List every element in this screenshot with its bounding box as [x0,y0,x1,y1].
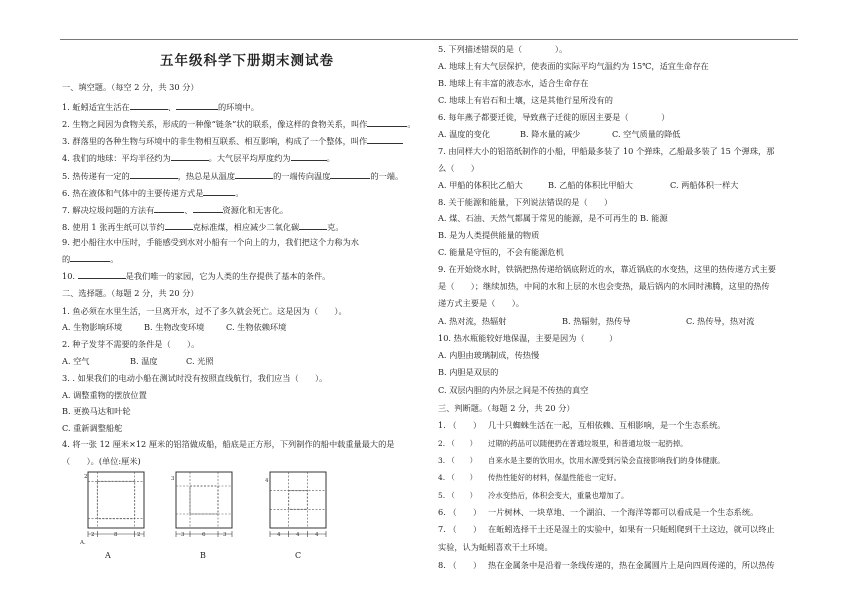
judgement-item [438,472,621,483]
choice-q5-option-a: A. 地球上有大气层保护，使表面的实际平均气温约为 15℃，适宜生命存在 [438,61,709,71]
choice-q10: 10. 热水瓶能较好地保温，主要是因为（ ） [438,333,618,343]
choice-q3-option-c: C. 重新调整船舵 [62,423,123,433]
judgement-item [438,507,758,518]
choice-q3: 3. . 如果我们的电动小船在测试时没有按照直线航行，我们应当（ ）。 [62,373,328,383]
header-rule [60,39,798,40]
choice-q10-option-b: B. 内胆是双层的 [438,367,499,377]
foil-boat-diagram-c [262,466,330,544]
question-fill-7: 7. 解决垃圾问题的方法有 、 资源化和无害化。 [62,205,289,215]
choice-q8-option-c: C. 能量是守恒的，不会有能源危机 [438,247,564,257]
choice-q7: 7. 由同样大小的铝箔纸制作的小船，甲船最多装了 10 个弹珠，乙船最多装了 15 个弹珠，那 [438,146,775,156]
judgement-text: 过期的药品可以随便扔在普通垃圾里，和普通垃圾一起扔掉。 [488,439,688,448]
question-fill-8: 8. 使用 1 张再生纸可以节约 克标准煤，相应减少二氧化碳 克。 [62,222,344,232]
judgement-number: 4. （ ） [438,473,477,482]
choice-q9-options: A. 热对流，热辐射 B. 热辐射，热传导 C. 热传导，热对流 [438,316,755,326]
choice-q10-option-c: C. 双层内胆的内外层之间是不传热的真空 [438,385,589,395]
diagram-c-left-label: 4 [265,478,269,484]
choice-q3-option-a: A. 调整重物的摆放位置 [62,390,147,400]
choice-q9-cont-1: 是（ ）；继续加热，中间的水和上层的水也会变热，最后锅内的水同时沸腾，这里的热传 [438,281,770,291]
choice-q9-cont-2: 递方式主要是（ ）。 [438,298,524,308]
section-choice: 二、选择题。（每题 2 分，共 20 分） [62,288,199,298]
question-fill-2: 2. 生物之间因为食物关系，形成的一种像“链条”状的联系，像这样的食物关系，叫作 。 [62,119,416,129]
judgement-number: 2. （ ） [438,439,477,448]
diagram-label-b: B [200,551,206,560]
judgement-number: 8. （ ） [438,560,482,570]
choice-q9: 9. 在开始烧水时，铁锅把热传递给锅底附近的水，靠近锅底的水变热，这里的热传递方式主要 [438,264,776,274]
judgement-text: 一片树林、一块草地、一个湖泊、一个海洋等都可以看成是一个生态系统。 [488,507,759,517]
question-fill-10: 10. 是我们唯一的家园，它为人类的生存提供了基本的条件。 [62,271,331,281]
question-fill-4: 4. 我们的地球：平均半径约为 。大气层平均厚度约为 。 [62,153,335,163]
question-fill-1: 1. 蚯蚓适宜生活在 、 的环境中。 [62,102,259,112]
choice-q8-option-a: A. 煤、石油、天然气都属于常见的能源，是不可再生的 B. 能源 [438,213,668,223]
judgement-text: 几十只蜘蛛生活在一起，互相依赖、互相影响，是一个生态系统。 [488,420,726,430]
diagram-c-bottom-2: 4 [296,532,300,538]
diagram-c-bottom-3: 4 [315,532,319,538]
judgement-number: 3. （ ） [438,456,477,465]
judgement-text: 热在金属条中是沿着一条线传递的，热在金属圆片上是向四周传递的，所以热传 [488,560,775,570]
choice-q8: 8. 关于能源和能量，下列说法错误的是（ ） [438,197,613,207]
diagram-a-mark: A. [80,540,86,544]
choice-q2: 2. 种子发芽不需要的条件是（ ）。 [62,339,200,349]
judgement-item [438,542,553,553]
question-fill-9: 9. 把小船往水中压时，手能感受到水对小船有一个向上的力，我们把这个力称为水 [62,237,359,247]
judgement-text: 自来水是主要的饮用水，饮用水源受到污染会直接影响我们的身体健康。 [488,456,725,465]
choice-q7-options: A. 甲船的体积比乙船大 B. 乙船的体积比甲船大 C. 两船体积一样大 [438,180,739,190]
question-fill-3: 3. 群落里的各种生物与环境中的非生物相互联系、相互影响，构成了一个整体，叫作 [62,135,403,147]
diagram-c-bottom-1: 4 [277,532,281,538]
diagram-b-bottom-1: 3 [181,532,185,538]
diagram-a-left-label: 2 [84,474,88,480]
question-fill-5: 5. 热传递有一定的 ，热总是从温度 的一端传向温度 的一端。 [62,171,404,181]
diagram-b-bottom-3: 3 [223,532,227,538]
diagram-label-a: A [105,551,111,560]
choice-q1: 1. 鱼必须在水里生活，一旦离开水，过不了多久就会死亡。这是因为（ ）。 [62,306,347,316]
choice-q6-options: A. 温度的变化 B. 降水量的减少 C. 空气质量的降低 [438,129,681,139]
judgement-text: 冷水变热后，体积会变大，重量也增加了。 [488,491,629,500]
choice-q10-option-a: A. 内胆由玻璃制成，传热慢 [438,350,540,360]
choice-q8-option-b: B. 是为人类提供能量的物质 [438,230,540,240]
diagram-label-c: C [295,551,302,560]
foil-boat-diagram-b [168,466,236,544]
section-fill-in: 一、填空题。（每空 2 分，共 30 分） [62,82,199,92]
judgement-item [438,455,725,466]
choice-q2-options: A. 空气 B. 温度 C. 光照 [62,356,214,366]
diagram-a-bottom-3: 2 [137,532,141,538]
judgement-item [438,524,775,535]
judgement-item [438,420,725,431]
question-fill-9-cont: 的 。 [62,254,119,264]
choice-q5: 5. 下列描述错误的是（ ）。 [438,44,568,54]
choice-q3-option-b: B. 更换马达和叶轮 [62,406,131,416]
question-fill-6: 6. 热在液体和气体中的主要传递方式是 。 [62,188,244,198]
choice-q5-option-c: C. 地球上有岩石和土壤，这是其他行星所没有的 [438,95,613,105]
diagram-b-bottom-2: 6 [202,532,206,538]
judgement-item [438,438,688,449]
judgement-item [438,560,775,571]
choice-q6: 6. 每年燕子都要迁徙，导致燕子迁徙的原因主要是（ ） [438,112,670,122]
judgement-number: 1. （ ） [438,420,482,430]
page-title: 五年级科学下册期末测试卷 [160,53,334,69]
judgement-text: 实验，认为蚯蚓喜欢干土环境。 [438,542,553,552]
choice-q5-option-b: B. 地球上有丰富的液态水，适合生命存在 [438,78,589,88]
diagram-a-bottom-1: 2 [91,532,95,538]
judgement-item [438,490,628,501]
section-judgement: 三、判断题。（每题 2 分，共 20 分） [438,403,575,413]
diagram-a-bottom-2: 8 [114,532,118,538]
foil-boat-diagram-a [80,466,148,544]
choice-q1-options: A. 生物影响环境 B. 生物改变环境 C. 生物依赖环境 [62,322,287,332]
judgement-text: 传热性能好的材料，保温性能也一定好。 [488,473,622,482]
choice-q7-cont: 么（ ） [438,163,479,173]
diagram-b-left-label: 3 [171,476,175,482]
judgement-number: 7. （ ） [438,524,482,534]
judgement-number: 5. （ ） [438,491,477,500]
judgement-number: 6. （ ） [438,507,482,517]
judgement-text: 在蚯蚓选择干土还是湿土的实验中，如果有一只蚯蚓爬到干土这边，就可以终止 [488,524,775,534]
choice-q4-cont: （ ）。(单位:厘米) [62,456,141,466]
choice-q4: 4. 将一张 12 厘米×12 厘米的铝箔做成船，船底是正方形，下列制作的船中载重量最大的是 [62,439,395,449]
